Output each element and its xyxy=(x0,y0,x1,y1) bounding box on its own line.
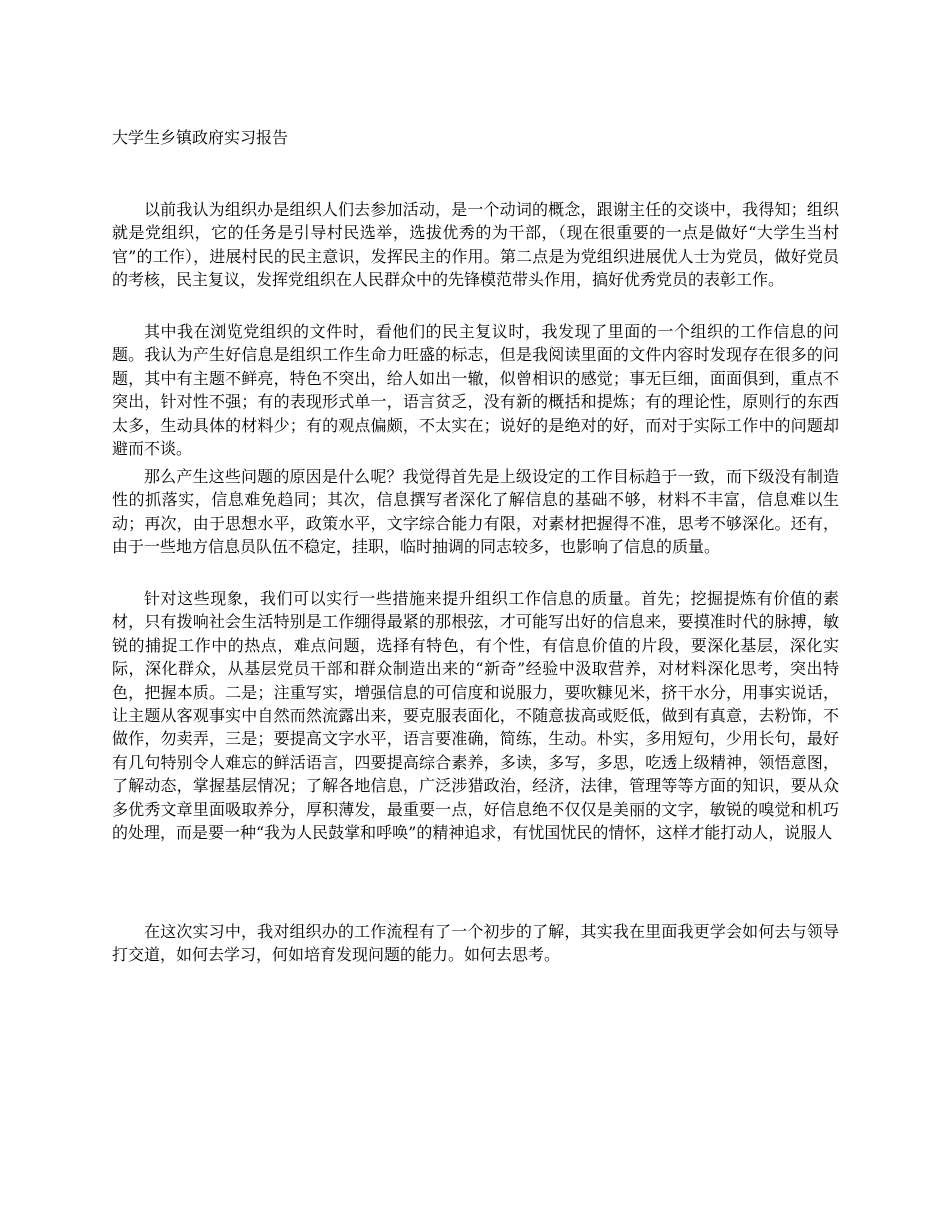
paragraph-organization-office: 以前我认为组织办是组织人们去参加活动，是一个动词的概念，跟谢主任的交谈中，我得知；组织就是党组织，它的任务是引导村民选举，选拔优秀的为干部，（现在很重要的一点是做好“大学生当村官”的工作），进展村民的民主意识，发挥民主的作用。第二点是为党组织进展优人士为党员，做好党员的考核，民主复议，发挥党组织在人民群众中的先锋模范带头作用，搞好优秀党员的表彰工作。 xyxy=(112,200,839,290)
paragraph-improvement-measures: 针对这些现象，我们可以实行一些措施来提升组织工作信息的质量。首先；挖掘提炼有价值的素材，只有拨响社会生活特别是工作绷得最紧的那根弦，才可能写出好的信息来，要摸准时代的脉搏，敏锐的捕捉工作中的热点，难点问题，选择有特色，有个性，有信息价值的片段，要深化基层，深化实际，深化群众，从基层党员干部和群众制造出来的“新奇”经验中汲取营养，对材料深化思考，突出特色，把握本质。二是；注重写实，增强信息的可信度和说服力，要吹糠见米，挤干水分，用事实说话，让主题从客观事实中自然而然流露出来，要克服表面化，不随意拔高或贬低，做到有真意，去粉饰，不做作，勿卖弄，三是；要提高文字水平，语言要准确，简练，生动。朴实，多用短句，少用长句，最好有几句特别令人难忘的鲜活语言，四要提高综合素养，多读，多写，多思，吃透上级精神，领悟意图，了解动态，掌握基层情况；了解各地信息，广泛涉猎政治，经济，法律，管理等等方面的知识，要从众多优秀文章里面吸取养分，厚积薄发，最重要一点，好信息绝不仅仅是美丽的文字，敏锐的嗅觉和机巧的处理，而是要一种“我为人民鼓掌和呼唤”的精神追求，有忧国忧民的情怀，这样才能打动人，说服人 xyxy=(112,589,839,843)
paragraph-internship-conclusion: 在这次实习中，我对组织办的工作流程有了一个初步的了解，其实我在里面我更学会如何去与领导打交道，如何去学习，何如培育发现问题的能力。如何去思考。 xyxy=(112,922,839,965)
paragraph-problem-causes: 那么产生这些问题的原因是什么呢？我觉得首先是上级设定的工作目标趋于一致，而下级没有制造性的抓落实，信息难免趋同；其次，信息撰写者深化了解信息的基础不够，材料不丰富，信息难以生动；再次，由于思想水平，政策水平，文字综合能力有限，对素材把握得不准，思考不够深化。还有，由于一些地方信息员队伍不稳定，挂职，临时抽调的同志较多，也影响了信息的质量。 xyxy=(112,467,839,557)
document-title: 大学生乡镇政府实习报告 xyxy=(112,128,289,147)
paragraph-information-problems: 其中我在浏览党组织的文件时，看他们的民主复议时，我发现了里面的一个组织的工作信息的问题。我认为产生好信息是组织工作生命力旺盛的标志，但是我阅读里面的文件内容时发现存在很多的问题，其中有主题不鲜亮，特色不突出，给人如出一辙，似曾相识的感觉；事无巨细，面面俱到，重点不突出，针对性不强；有的表现形式单一，语言贫乏，没有新的概括和提炼；有的理论性，原则行的东西太多，生动具体的材料少；有的观点偏颇，不太实在；说好的是绝对的好，而对于实际工作中的问题却避而不谈。 xyxy=(112,322,839,459)
